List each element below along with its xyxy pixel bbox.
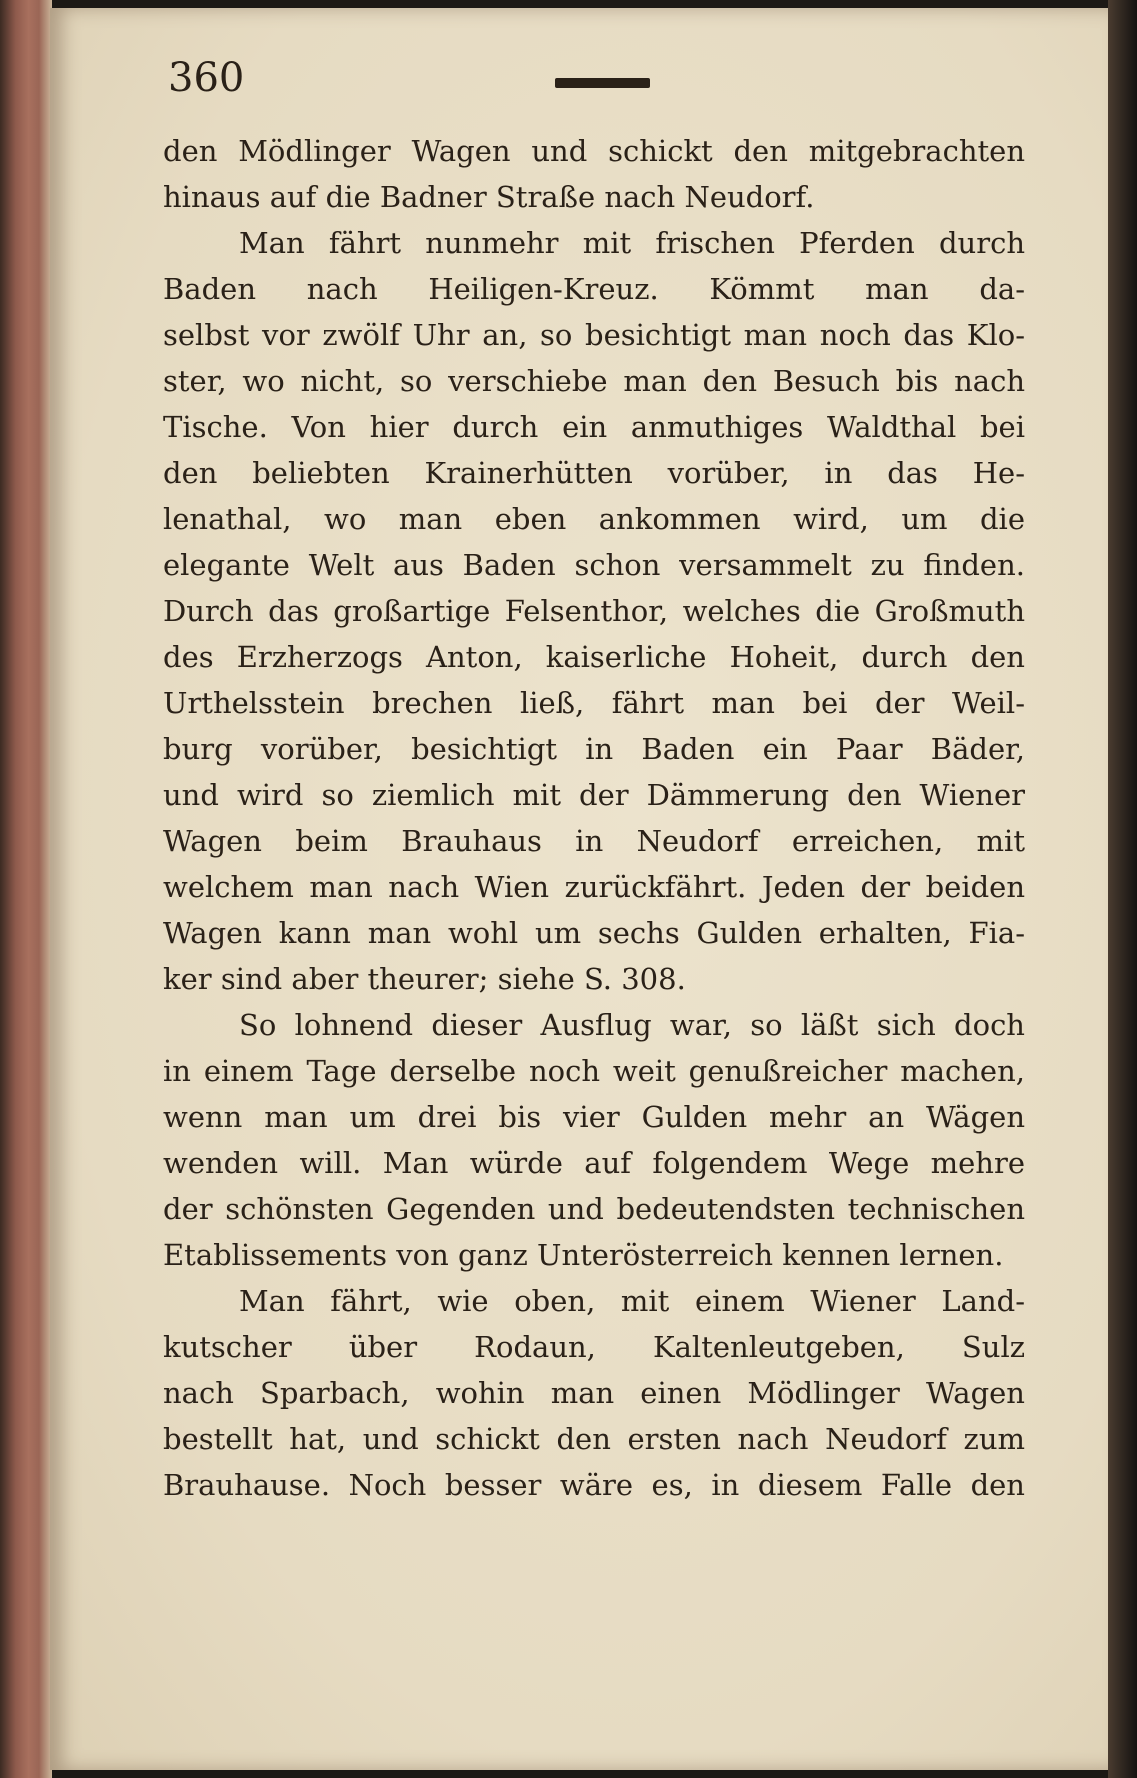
text-line: lenathal, wo man eben ankommen wird, um die	[163, 502, 1025, 536]
text-line: wenden will. Man würde auf folgendem Wege mehre	[163, 1146, 1025, 1180]
text-line: burg vorüber, besichtigt in Baden ein Paar Bäder,	[163, 732, 1025, 766]
text-line: Wagen kann man wohl um sechs Gulden erhalten, Fia-	[163, 916, 1025, 950]
book-spine	[0, 0, 52, 1778]
text-line: den Mödlinger Wagen und schickt den mitgebrachten	[163, 134, 1025, 168]
text-line: Tische. Von hier durch ein anmuthiges Waldthal bei	[163, 410, 1025, 444]
text-line: hinaus auf die Badner Straße nach Neudorf.	[163, 180, 815, 214]
text-line: ker sind aber theurer; siehe S. 308.	[163, 962, 686, 996]
text-line: selbst vor zwölf Uhr an, so besichtigt man noch das Klo-	[163, 318, 1025, 352]
text-line: wenn man um drei bis vier Gulden mehr an Wägen	[163, 1100, 1025, 1134]
text-line: des Erzherzogs Anton, kaiserliche Hoheit, durch den	[163, 640, 1025, 674]
text-line: nach Sparbach, wohin man einen Mödlinger Wagen	[163, 1376, 1025, 1410]
text-line: Etablissements von ganz Unterösterreich kennen lernen.	[163, 1238, 1004, 1272]
text-line: der schönsten Gegenden und bedeutendsten technischen	[163, 1192, 1025, 1226]
text-line: Durch das großartige Felsenthor, welches die Großmuth	[163, 594, 1025, 628]
page-edge-shadow	[1108, 0, 1137, 1778]
text-line: welchem man nach Wien zurückfährt. Jeden der beiden	[163, 870, 1025, 904]
text-line: elegante Welt aus Baden schon versammelt zu finden.	[163, 548, 1025, 582]
text-line: Wagen beim Brauhaus in Neudorf erreichen, mit	[163, 824, 1025, 858]
text-line: den beliebten Krainerhütten vorüber, in das He-	[163, 456, 1025, 490]
body-text	[163, 128, 1025, 1508]
text-line: kutscher über Rodaun, Kaltenleutgeben, Sulz	[163, 1330, 1025, 1364]
text-line: in einem Tage derselbe noch weit genußreicher machen,	[163, 1054, 1025, 1088]
text-line: Urthelsstein brechen ließ, fährt man bei der Weil-	[163, 686, 1025, 720]
text-line: Baden nach Heiligen-Kreuz. Kömmt man da-	[163, 272, 1025, 306]
page-number: 360	[168, 55, 245, 101]
header-rule	[555, 78, 650, 88]
text-line: So lohnend dieser Ausflug war, so läßt sich doch	[239, 1008, 1025, 1042]
text-line: Man fährt nunmehr mit frischen Pferden durch	[239, 226, 1025, 260]
text-line: ster, wo nicht, so verschiebe man den Besuch bis nach	[163, 364, 1025, 398]
text-line: und wird so ziemlich mit der Dämmerung den Wiener	[163, 778, 1025, 812]
text-line: Brauhause. Noch besser wäre es, in diesem Falle den	[163, 1468, 1025, 1502]
text-line: Man fährt, wie oben, mit einem Wiener Land-	[239, 1284, 1025, 1318]
text-line: bestellt hat, und schickt den ersten nach Neudorf zum	[163, 1422, 1025, 1456]
